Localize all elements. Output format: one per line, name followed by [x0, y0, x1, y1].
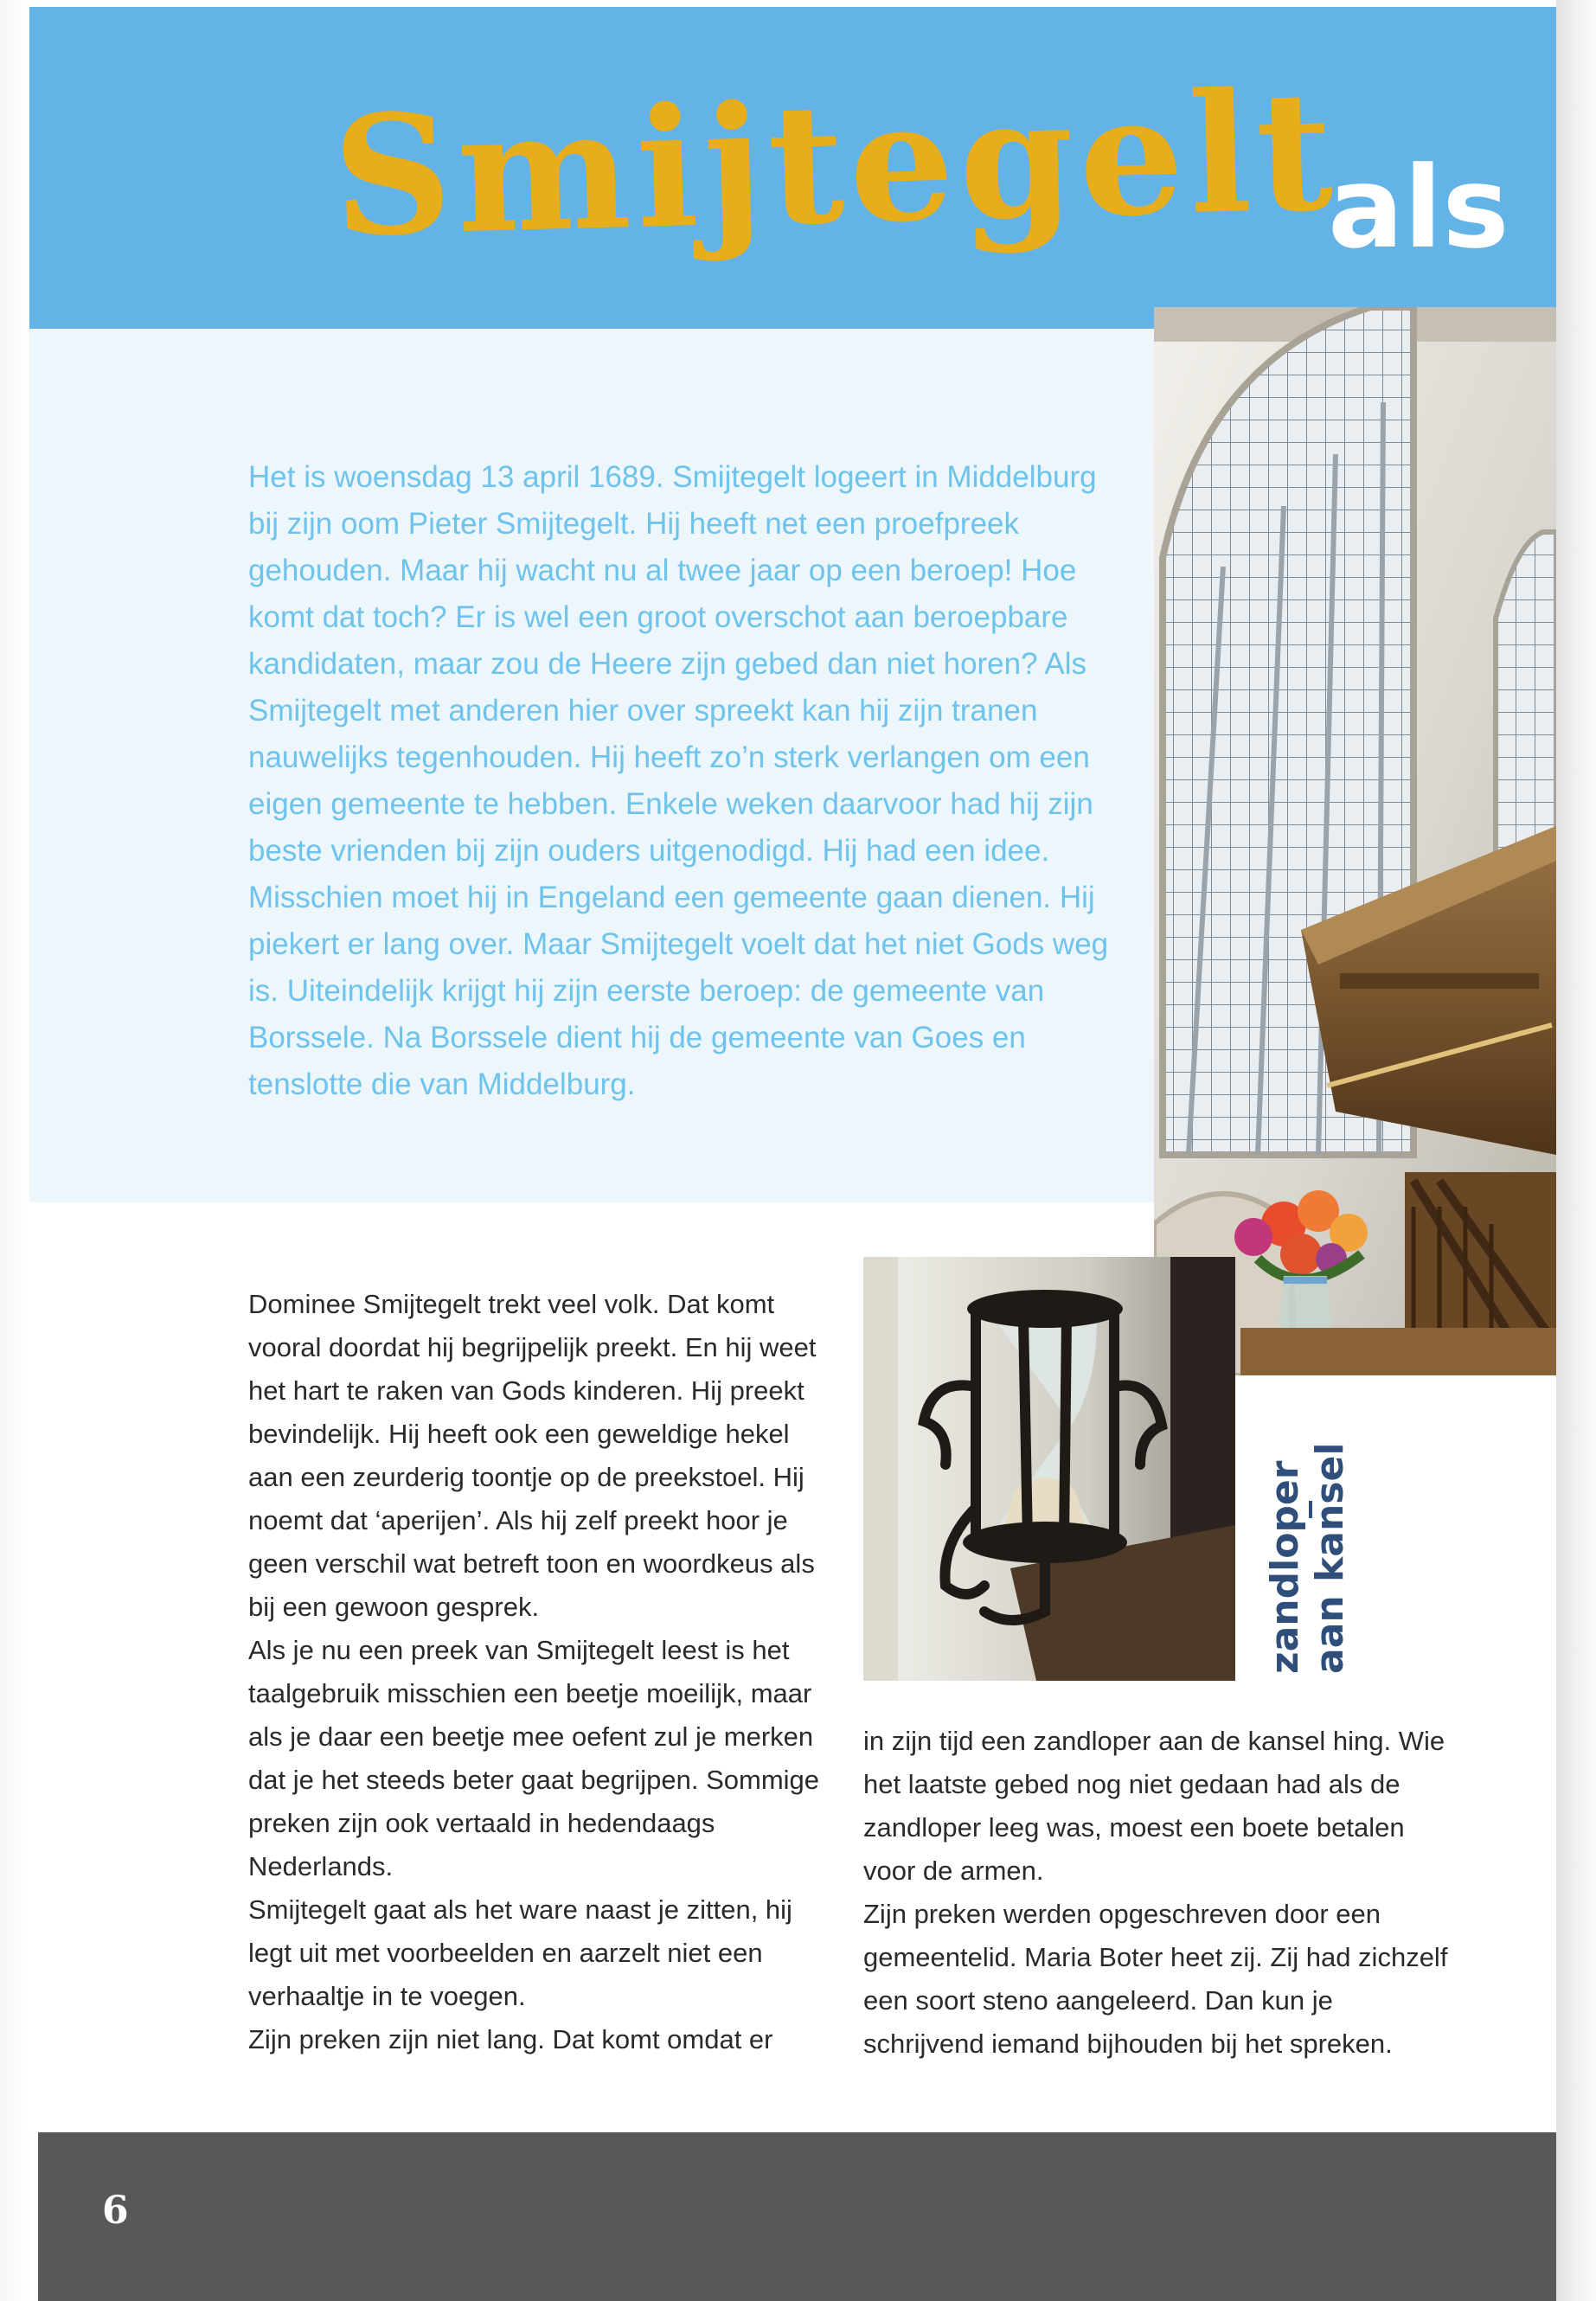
body-paragraph: Zijn preken zijn niet lang. Dat komt omdat er	[248, 2024, 773, 2054]
page-edge	[1556, 0, 1596, 2301]
church-interior-photo	[1154, 307, 1556, 1375]
caption-line-kansel: aan kansel	[1308, 1442, 1352, 1674]
body-paragraph: in zijn tijd een zandloper aan de kansel hing. Wie het laatste gebed nog niet gedaan had als de zandloper leeg was, moest een boete betalen voor de armen.	[863, 1726, 1445, 1886]
page-gutter	[0, 0, 29, 2301]
body-paragraph: Dominee Smijtegelt trekt veel volk. Dat komt vooral doordat hij begrijpelijk preekt. En hij weet het hart te raken van Gods kinderen. Hij preekt bevindelijk. Hij heeft ook een geweldige hekel aan een zeurderig toontje op de preekstoel. Hij noemt dat ‘aperijen’. Als hij zelf preekt hoor je geen verschil wat betreft toon en woordkeus als bij een gewoon gesprek.	[248, 1289, 817, 1622]
footer-band	[38, 2132, 1556, 2301]
body-column-right	[863, 1720, 1460, 2066]
page-title: Smijtegelt	[330, 54, 1341, 273]
photo-caption	[1237, 1332, 1367, 1695]
page-title-continued: als	[1328, 142, 1509, 273]
caption-line-zandloper: zandloper	[1263, 1460, 1307, 1674]
body-paragraph: Zijn preken werden opgeschreven door een gemeentelid. Maria Boter heet zij. Zij had zichzelf een soort steno aangeleerd. Dan kun je schrijvend iemand bijhouden bij het spreken.	[863, 1899, 1448, 2059]
body-column-left	[248, 1283, 836, 2061]
body-paragraph: Smijtegelt gaat als het ware naast je zitten, hij legt uit met voorbeelden en aarzelt niet een verhaaltje in te voegen.	[248, 1894, 792, 2011]
hourglass-photo	[863, 1257, 1235, 1681]
intro-paragraph: Het is woensdag 13 april 1689. Smijtegelt logeert in Middelburg bij zijn oom Pieter Smijtegelt. Hij heeft net een proefpreek gehouden. Maar hij wacht nu al twee jaar op een beroep! Hoe komt dat toch? Er is wel een groot overschot aan beroepbare kandidaten, maar zou de Heere zijn gebed dan niet horen? Als Smijtegelt met anderen hier over spreekt kan hij zijn tranen nauwelijks tegenhouden. Hij heeft zo’n sterk verlangen om een eigen gemeente te hebben. Enkele weken daarvoor had hij zijn beste vrienden bij zijn ouders uitgenodigd. Hij had een idee. Misschien moet hij in Engeland een gemeente gaan dienen. Hij piekert er lang over. Maar Smijtegelt voelt dat het niet Gods weg is. Uiteindelijk krijgt hij zijn eerste beroep: de gemeente van Borssele. Na Borssele dient hij de gemeente van Goes en tenslotte die van Middelburg.	[248, 460, 1109, 1101]
body-paragraph: Als je nu een preek van Smijtegelt leest is het taalgebruik misschien een beetje moeilijk, maar als je daar een beetje mee oefent zul je merken dat je het steeds beter gaat begrijpen. Sommige preken zijn ook vertaald in hedendaags Nederlands.	[248, 1635, 820, 1881]
page-number: 6	[102, 2189, 129, 2233]
